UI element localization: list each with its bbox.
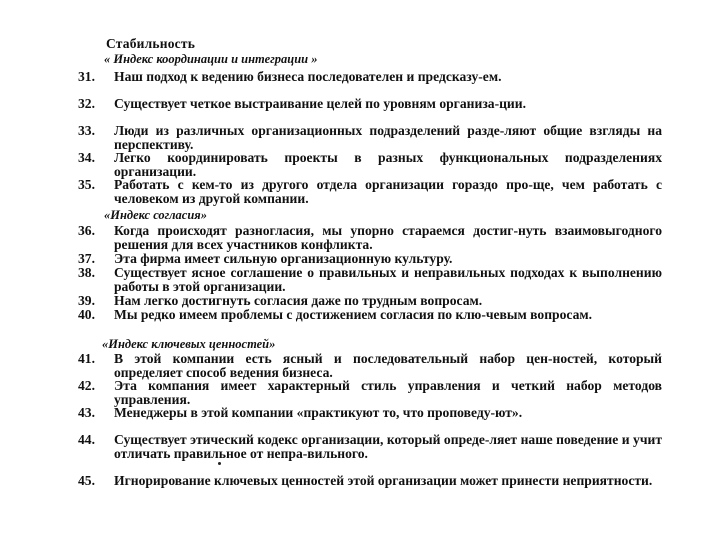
item-number: 33. (78, 123, 95, 138)
item-number: 44. (78, 432, 95, 447)
item-text: Нам легко достигнуть согласия даже по трудным вопросам. (114, 293, 483, 308)
item-number: 42. (78, 378, 95, 393)
list-item (78, 308, 668, 336)
list-item (78, 178, 668, 206)
section-title-coordination: « Индекс координации и интеграции » (104, 52, 318, 66)
item-number: 43. (78, 405, 95, 420)
item-text: Существует ясное соглашение о правильных и неправильных подходах к выполнению работы в этой организации. (114, 265, 662, 294)
item-number: 40. (78, 307, 95, 322)
item-number: 41. (78, 351, 95, 366)
item-number: 34. (78, 150, 95, 165)
item-number: 31. (78, 69, 95, 84)
item-number: 35. (78, 177, 95, 192)
item-text: В этой компании есть ясный и последовательный набор цен-ностей, который определяет способ ведения бизнеса. (114, 351, 662, 380)
item-number: 38. (78, 265, 95, 280)
list-item (78, 124, 668, 152)
item-number: 36. (78, 223, 95, 238)
item-text: Эта компания имеет характерный стиль управления и четкий набор методов управления. (114, 378, 662, 407)
list-item (78, 294, 668, 308)
item-text: Мы редко имеем проблемы с достижением согласия по клю-чевым вопросам. (114, 307, 593, 322)
item-text: Наш подход к ведению бизнеса последователен и предсказу-ем. (114, 69, 502, 84)
item-text: Игнорирование ключевых ценностей этой организации может принести неприятности. (114, 473, 653, 488)
scan-speck (218, 462, 221, 465)
item-number: 37. (78, 251, 95, 266)
list-item (78, 97, 668, 125)
list-item (78, 352, 668, 380)
item-text: Существует этический кодекс организации, который опреде-ляет наше поведение и учит отличать правильное от непра-вильного. (114, 432, 662, 461)
list-item (78, 252, 668, 266)
list-item (78, 474, 668, 502)
list-item (78, 224, 668, 252)
item-text: Когда происходят разногласия, мы упорно стараемся достиг-нуть взаимовыгодного решения для всех участников конфликта. (114, 223, 662, 252)
item-text: Работать с кем-то из другого отдела организации гораздо про-ще, чем работать с человеком из другой компании. (114, 177, 662, 206)
list-item (78, 379, 668, 407)
item-text: Эта фирма имеет сильную организационную культуру. (114, 251, 453, 266)
list-item (78, 433, 668, 475)
list-item (78, 70, 668, 98)
list-item (78, 406, 668, 434)
item-number: 32. (78, 96, 95, 111)
item-number: 45. (78, 473, 95, 488)
section-title-core-values: «Индекс ключевых ценностей» (102, 337, 276, 351)
item-text: Менеджеры в этой компании «практикуют то, что проповеду-ют». (114, 405, 523, 420)
item-text: Легко координировать проекты в разных функциональных подразделениях организации. (114, 150, 662, 179)
item-text: Люди из различных организационных подразделений разде-ляют общие взгляды на перспективу. (114, 123, 662, 152)
section-title-agreement: «Индекс согласия» (104, 208, 207, 222)
list-item (78, 151, 668, 179)
item-text: Существует четкое выстраивание целей по уровням организа-ции. (114, 96, 527, 111)
page-heading: Стабильность (106, 36, 196, 51)
list-item (78, 266, 668, 294)
item-number: 39. (78, 293, 95, 308)
